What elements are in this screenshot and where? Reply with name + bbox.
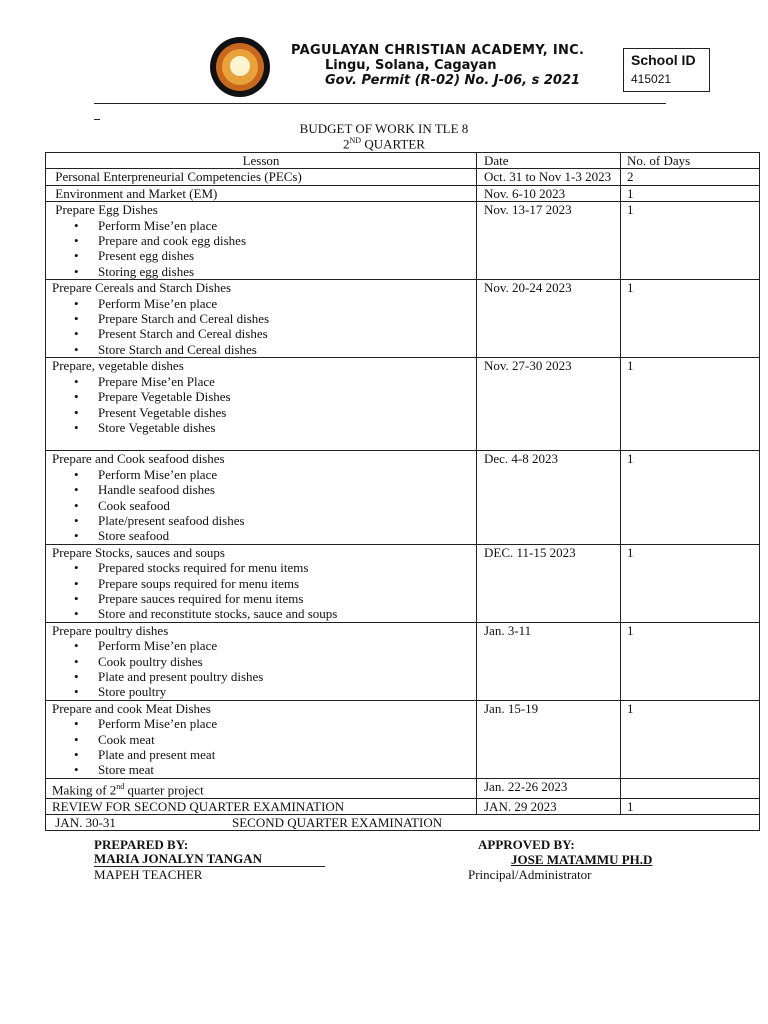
budget-of-work-table [45,152,760,831]
prepared-by-title: MAPEH TEACHER [94,867,203,882]
school-id-box [623,48,710,92]
blank-line [52,435,476,450]
table-row [46,622,760,700]
lesson-cell [46,202,477,280]
prepared-by-label: PREPARED BY: [94,837,189,852]
header-lesson: Lesson [46,153,477,169]
lesson-cell [46,358,477,451]
lesson-title: Prepare Egg Dishes [52,202,158,218]
subtopic-item: • Cook seafood [98,498,476,513]
table-row [46,451,760,544]
quarter-title: 2ND QUARTER [343,136,425,152]
date-cell: Oct. 31 to Nov 1-3 2023 [477,169,621,185]
subtopic-item: • Perform Mise’en place [98,467,476,482]
subtopic-item: • Prepare and cook egg dishes [98,233,476,248]
days-cell: 1 [621,451,760,544]
subtopic-item: • Store poultry [98,684,476,699]
review-days: 1 [621,798,760,814]
table-row-project [46,778,760,798]
days-cell: 1 [621,202,760,280]
subtopic-item: • Store and reconstitute stocks, sauce and soups [98,606,476,621]
days-cell: 1 [621,700,760,778]
table-row [46,358,760,451]
lesson-cell [46,451,477,544]
date-cell: Jan. 3-11 [477,622,621,700]
table-row [46,280,760,358]
exam-label: SECOND QUARTER EXAMINATION [232,814,443,830]
lesson-cell [46,544,477,622]
subtopic-item: • Cook meat [98,732,476,747]
school-seal-logo [210,37,270,97]
lesson-cell [46,700,477,778]
days-cell: 2 [621,169,760,185]
lesson-subtopics [52,374,476,436]
date-cell: Nov. 13-17 2023 [477,202,621,280]
subtopic-item: • Prepare Starch and Cereal dishes [98,311,476,326]
table-row-exam [46,814,760,830]
table-row [46,185,760,201]
subtopic-item: • Present Starch and Cereal dishes [98,326,476,341]
subtopic-item: • Perform Mise’en place [98,638,476,653]
table-row-review [46,798,760,814]
table-row [46,544,760,622]
lesson-title: Prepare and Cook seafood dishes [52,451,225,467]
days-cell: 1 [621,280,760,358]
subtopic-item: • Prepare sauces required for menu items [98,591,476,606]
subtopic-item: • Handle seafood dishes [98,482,476,497]
lesson-cell [46,280,477,358]
lesson-cell [46,185,477,201]
lesson-title: Environment and Market (EM) [52,185,218,201]
project-days [621,778,760,798]
days-cell: 1 [621,622,760,700]
project-date: Jan. 22-26 2023 [477,778,621,798]
approved-by-label: APPROVED BY: [478,837,575,852]
lesson-cell [46,169,477,185]
date-cell: DEC. 11-15 2023 [477,544,621,622]
subtopic-item: • Storing egg dishes [98,264,476,279]
date-cell: Nov. 20-24 2023 [477,280,621,358]
review-lesson: REVIEW FOR SECOND QUARTER EXAMINATION [46,798,477,814]
subtopic-item: • Store meat [98,762,476,777]
subtopic-item: • Store Starch and Cereal dishes [98,342,476,357]
header-days: No. of Days [621,153,760,169]
header-divider-tick [94,119,100,120]
lesson-title: Prepare and cook Meat Dishes [52,700,211,716]
approved-by-name: JOSE MATAMMU PH.D [511,852,653,867]
days-cell: 1 [621,358,760,451]
subtopic-item: • Store Vegetable dishes [98,420,476,435]
review-date: JAN. 29 2023 [477,798,621,814]
lesson-subtopics [52,218,476,280]
subtopic-item: • Perform Mise’en place [98,296,476,311]
table-header-row [46,153,760,169]
exam-date: JAN. 30-31 [52,814,116,830]
table-row [46,202,760,280]
subtopic-item: • Present Vegetable dishes [98,405,476,420]
subtopic-item: • Perform Mise’en place [98,716,476,731]
header-divider [94,103,666,104]
date-cell: Nov. 6-10 2023 [477,185,621,201]
subtopic-item: • Store seafood [98,528,476,543]
lesson-title: Prepare Stocks, sauces and soups [52,544,225,560]
school-permit: Gov. Permit (R-02) No. J-06, s 2021 [325,73,581,88]
lesson-title: Prepare Cereals and Starch Dishes [52,280,232,296]
subtopic-item: • Plate and present poultry dishes [98,669,476,684]
subtopic-item: • Prepare soups required for menu items [98,576,476,591]
lesson-subtopics [52,296,476,358]
lesson-title: Prepare poultry dishes [52,622,169,638]
date-cell: Nov. 27-30 2023 [477,358,621,451]
subtopic-item: • Prepare Mise’en Place [98,374,476,389]
project-lesson: Making of 2nd quarter project [46,778,477,798]
table-row [46,169,760,185]
approved-by-title: Principal/Administrator [468,867,592,882]
date-cell: Jan. 15-19 [477,700,621,778]
lesson-subtopics [52,560,476,622]
subtopic-item: • Plate and present meat [98,747,476,762]
lesson-title: Prepare, vegetable dishes [52,358,184,374]
lesson-title: Personal Enterpreneurial Competencies (PECs) [52,169,302,185]
days-cell: 1 [621,185,760,201]
document-title: BUDGET OF WORK IN TLE 8 [299,121,469,136]
subtopic-item: • Plate/present seafood dishes [98,513,476,528]
subtopic-item: • Prepared stocks required for menu items [98,560,476,575]
table-row [46,700,760,778]
lesson-subtopics [52,716,476,778]
exam-row [46,814,760,830]
subtopic-item: • Cook poultry dishes [98,654,476,669]
school-address: Lingu, Solana, Cagayan [325,58,497,73]
subtopic-item: • Perform Mise’en place [98,218,476,233]
days-cell: 1 [621,544,760,622]
prepared-by-name: MARIA JONALYN TANGAN [94,852,325,867]
school-id-label: School ID [631,52,696,68]
lesson-cell [46,622,477,700]
date-cell: Dec. 4-8 2023 [477,451,621,544]
subtopic-item: • Prepare Vegetable Dishes [98,389,476,404]
lesson-subtopics [52,467,476,544]
subtopic-item: • Present egg dishes [98,248,476,263]
school-name: PAGULAYAN CHRISTIAN ACADEMY, INC. [291,43,585,58]
header-date: Date [477,153,621,169]
lesson-subtopics [52,638,476,700]
school-id-value: 415021 [631,72,672,86]
